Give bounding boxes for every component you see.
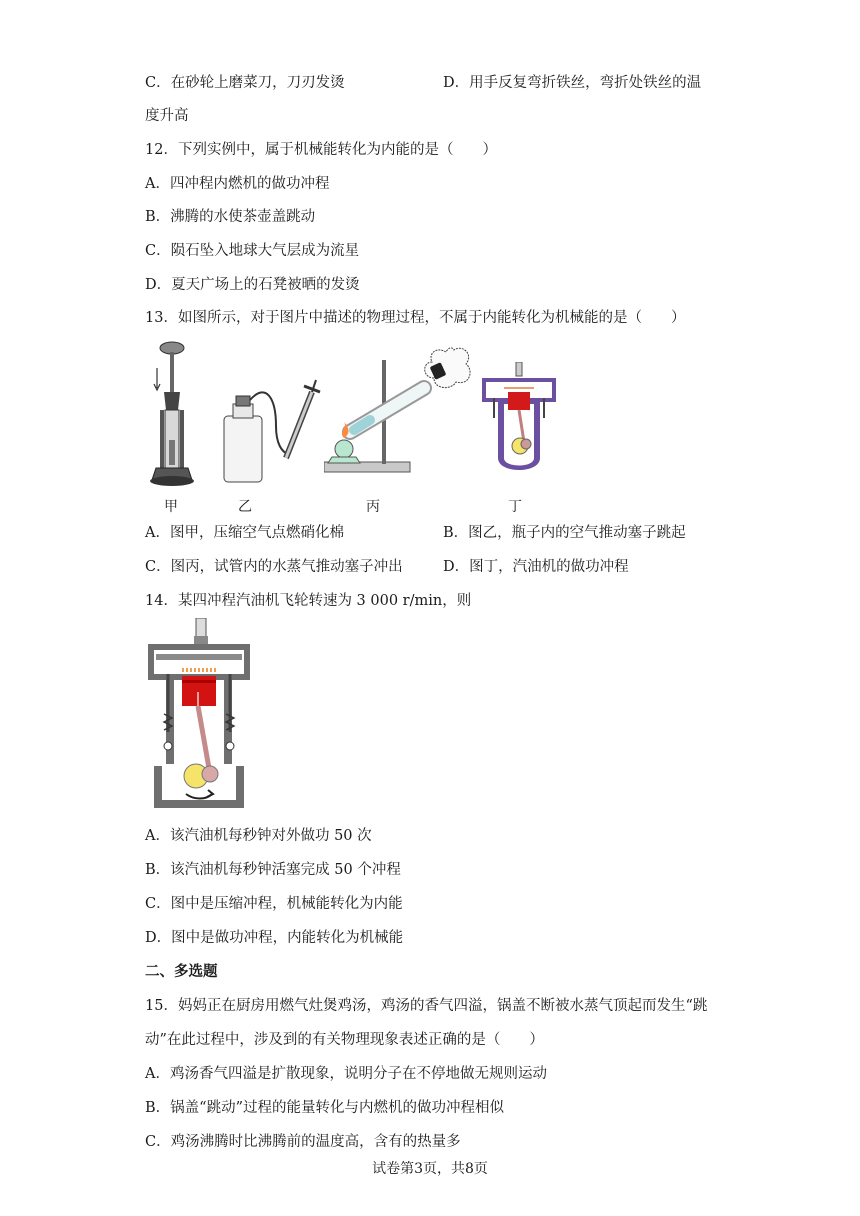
q11-option-d-continued: 度升高 (145, 108, 189, 124)
q15-stem-line2: 动”在此过程中，涉及到的有关物理现象表述正确的是（ ） (145, 1032, 544, 1048)
q11-option-c: C．在砂轮上磨菜刀，刀刃发烫 (145, 75, 345, 91)
figure-yi-bottle-pump (216, 378, 326, 486)
q15-stem-line1: 15．妈妈正在厨房用燃气灶煲鸡汤，鸡汤的香气四溢，锅盖不断被水蒸气顶起而发生“跳 (145, 998, 708, 1014)
figure-q14-engine (146, 618, 252, 814)
q13-option-d: D．图丁，汽油机的做功冲程 (443, 559, 629, 575)
q12-option-d: D．夏天广场上的石凳被晒的发烫 (145, 277, 360, 293)
q13-option-c: C．图丙，试管内的水蒸气推动塞子冲出 (145, 559, 403, 575)
q12-option-c: C．陨石坠入地球大气层成为流星 (145, 243, 360, 259)
figure-ding-engine (478, 362, 560, 480)
q14-stem: 14．某四冲程汽油机飞轮转速为 3 000 r/min，则 (145, 593, 472, 609)
q15-option-b: B．锅盖“跳动”过程的能量转化与内燃机的做功冲程相似 (145, 1100, 504, 1116)
q14-option-b: B．该汽油机每秒钟活塞完成 50 个冲程 (145, 862, 401, 878)
q15-option-c: C．鸡汤沸腾时比沸腾前的温度高，含有的热量多 (145, 1134, 461, 1150)
section-title-multiple-choice: 二、多选题 (145, 964, 218, 980)
q12-option-b: B．沸腾的水使茶壶盖跳动 (145, 209, 316, 225)
caption-jia: 甲 (164, 499, 178, 515)
caption-ding: 丁 (508, 499, 522, 515)
figure-jia-compression-tube (148, 340, 196, 488)
q14-option-a: A．该汽油机每秒钟对外做功 50 次 (145, 828, 372, 844)
q14-option-d: D．图中是做功冲程，内能转化为机械能 (145, 930, 404, 946)
q14-option-c: C．图中是压缩冲程，机械能转化为内能 (145, 896, 403, 912)
q13-option-b: B．图乙，瓶子内的空气推动塞子跳起 (443, 525, 686, 541)
page-footer: 试卷第3页，共8页 (372, 1161, 488, 1177)
q13-stem: 13．如图所示，对于图片中描述的物理过程，不属于内能转化为机械能的是（ ） (145, 310, 686, 326)
figure-bing-test-tube (324, 346, 472, 480)
q12-option-a: A．四冲程内燃机的做功冲程 (145, 176, 330, 192)
q11-option-d: D．用手反复弯折铁丝，弯折处铁丝的温 (443, 75, 702, 91)
q15-option-a: A．鸡汤香气四溢是扩散现象，说明分子在不停地做无规则运动 (145, 1066, 547, 1082)
q12-stem: 12．下列实例中，属于机械能转化为内能的是（ ） (145, 142, 497, 158)
q13-option-a: A．图甲，压缩空气点燃硝化棉 (145, 525, 344, 541)
caption-yi: 乙 (238, 499, 252, 515)
caption-bing: 丙 (366, 499, 380, 515)
